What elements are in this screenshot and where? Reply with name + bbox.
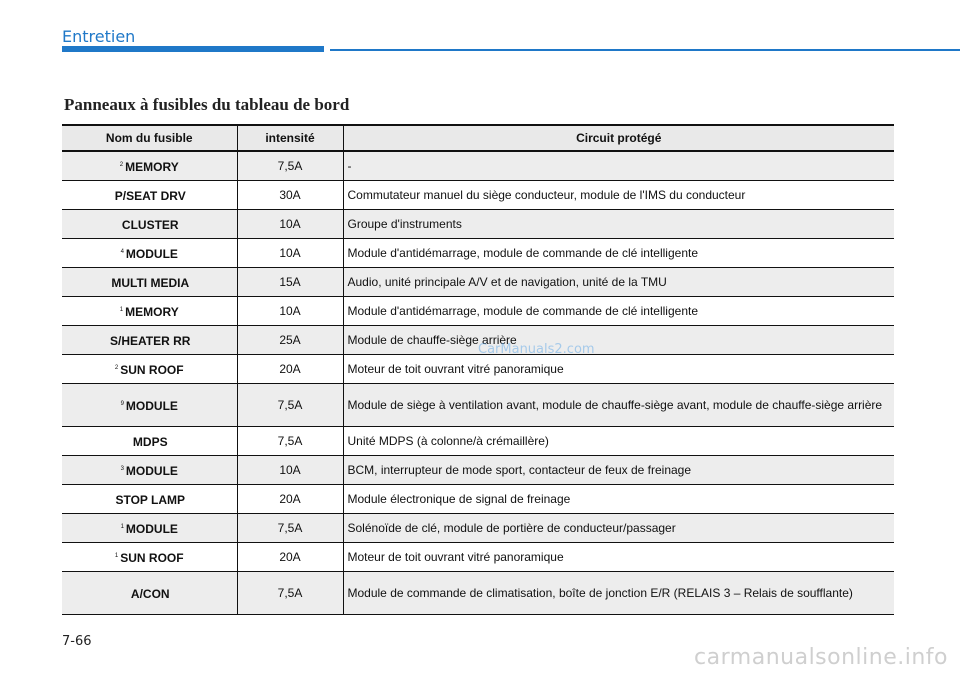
table-row: [62, 151, 894, 181]
fuse-index-superscript: 2: [114, 365, 119, 371]
fuse-name: MULTI MEDIA: [111, 276, 190, 290]
fuse-name: STOP LAMP: [115, 493, 186, 507]
table-row: [62, 456, 894, 485]
fuse-name-cell: [62, 268, 237, 297]
fuse-table: [62, 124, 894, 615]
fuse-amperage: 25A: [237, 326, 343, 355]
fuse-index-superscript: 1: [119, 307, 124, 313]
fuse-amperage: 7,5A: [237, 384, 343, 427]
table-row: [62, 384, 894, 427]
protected-circuit: Module électronique de signal de freinage: [343, 485, 894, 514]
fuse-name: MEMORY: [125, 305, 179, 319]
fuse-amperage: 15A: [237, 268, 343, 297]
fuse-amperage: 7,5A: [237, 514, 343, 543]
fuse-index-superscript: 1: [120, 524, 124, 530]
fuse-amperage: 10A: [237, 456, 343, 485]
protected-circuit: Groupe d'instruments: [343, 210, 894, 239]
fuse-amperage: 30A: [237, 181, 343, 210]
table-row: [62, 427, 894, 456]
fuse-name: A/CON: [130, 587, 170, 601]
fuse-index-superscript: 3: [120, 466, 124, 472]
fuse-name: CLUSTER: [121, 218, 179, 232]
protected-circuit: Module de chauffe-siège arrière: [343, 326, 894, 355]
fuse-name: MEMORY: [125, 160, 179, 174]
column-header-fuse-name: Nom du fusible: [62, 125, 237, 151]
fuse-index-superscript: 4: [120, 249, 124, 255]
fuse-name-cell: [62, 456, 237, 485]
fuse-name: SUN ROOF: [120, 363, 184, 377]
watermark-overlay: CarManuals2.com: [478, 342, 595, 357]
fuse-name-cell: [62, 326, 237, 355]
fuse-name-cell: [62, 572, 237, 615]
fuse-index-superscript: 2: [119, 162, 124, 168]
fuse-name-cell: [62, 384, 237, 427]
column-header-amperage: intensité: [237, 125, 343, 151]
protected-circuit: Unité MDPS (à colonne/à crémaillère): [343, 427, 894, 456]
fuse-name-cell: [62, 151, 237, 181]
table-row: [62, 572, 894, 615]
fuse-name: SUN ROOF: [120, 551, 184, 565]
table-body: [62, 151, 894, 615]
fuse-name-cell: [62, 485, 237, 514]
header-rule: [330, 49, 960, 51]
fuse-amperage: 20A: [237, 355, 343, 384]
fuse-amperage: 10A: [237, 297, 343, 326]
fuse-name: MODULE: [125, 522, 178, 536]
protected-circuit: Module de siège à ventilation avant, module de chauffe-siège avant, module de chauffe-siège arrière: [343, 384, 894, 427]
fuse-name-cell: [62, 514, 237, 543]
protected-circuit: Moteur de toit ouvrant vitré panoramique: [343, 355, 894, 384]
protected-circuit: Module de commande de climatisation, boîte de jonction E/R (RELAIS 3 – Relais de soufflante): [343, 572, 894, 615]
protected-circuit: Solénoïde de clé, module de portière de conducteur/passager: [343, 514, 894, 543]
protected-circuit: Module d'antidémarrage, module de commande de clé intelligente: [343, 297, 894, 326]
header-accent-bar: [62, 46, 324, 52]
fuse-name: MODULE: [125, 399, 178, 413]
fuse-amperage: 7,5A: [237, 427, 343, 456]
fuse-amperage: 10A: [237, 210, 343, 239]
protected-circuit: BCM, interrupteur de mode sport, contacteur de feux de freinage: [343, 456, 894, 485]
fuse-name-cell: [62, 297, 237, 326]
table-row: [62, 239, 894, 268]
fuse-name: S/HEATER RR: [110, 334, 191, 348]
fuse-name-cell: [62, 210, 237, 239]
fuse-name-cell: [62, 543, 237, 572]
table-header-row: [62, 125, 894, 151]
table-row: [62, 485, 894, 514]
fuse-amperage: 20A: [237, 485, 343, 514]
fuse-index-superscript: 9: [120, 401, 124, 407]
table-row: [62, 268, 894, 297]
fuse-name-cell: [62, 239, 237, 268]
fuse-amperage: 20A: [237, 543, 343, 572]
section-title: Entretien: [62, 27, 136, 46]
fuse-name-cell: [62, 427, 237, 456]
table-row: [62, 543, 894, 572]
fuse-name: MODULE: [125, 247, 178, 261]
protected-circuit: Commutateur manuel du siège conducteur, module de l'IMS du conducteur: [343, 181, 894, 210]
page-number: 7-66: [62, 634, 92, 649]
table-row: [62, 210, 894, 239]
fuse-name: MODULE: [125, 464, 178, 478]
protected-circuit: -: [343, 151, 894, 181]
table-row: [62, 355, 894, 384]
watermark-footer: carmanualsonline.info: [694, 645, 948, 670]
page-heading: Panneaux à fusibles du tableau de bord: [64, 95, 350, 114]
fuse-name-cell: [62, 181, 237, 210]
fuse-name: MDPS: [132, 435, 168, 449]
fuse-amperage: 7,5A: [237, 151, 343, 181]
protected-circuit: Module d'antidémarrage, module de commande de clé intelligente: [343, 239, 894, 268]
column-header-circuit: Circuit protégé: [343, 125, 894, 151]
fuse-amperage: 7,5A: [237, 572, 343, 615]
protected-circuit: Moteur de toit ouvrant vitré panoramique: [343, 543, 894, 572]
table-row: [62, 514, 894, 543]
fuse-name: P/SEAT DRV: [114, 189, 186, 203]
protected-circuit: Audio, unité principale A/V et de navigation, unité de la TMU: [343, 268, 894, 297]
fuse-amperage: 10A: [237, 239, 343, 268]
fuse-index-superscript: 1: [114, 553, 119, 559]
fuse-name-cell: [62, 355, 237, 384]
table-row: [62, 181, 894, 210]
table-row: [62, 297, 894, 326]
